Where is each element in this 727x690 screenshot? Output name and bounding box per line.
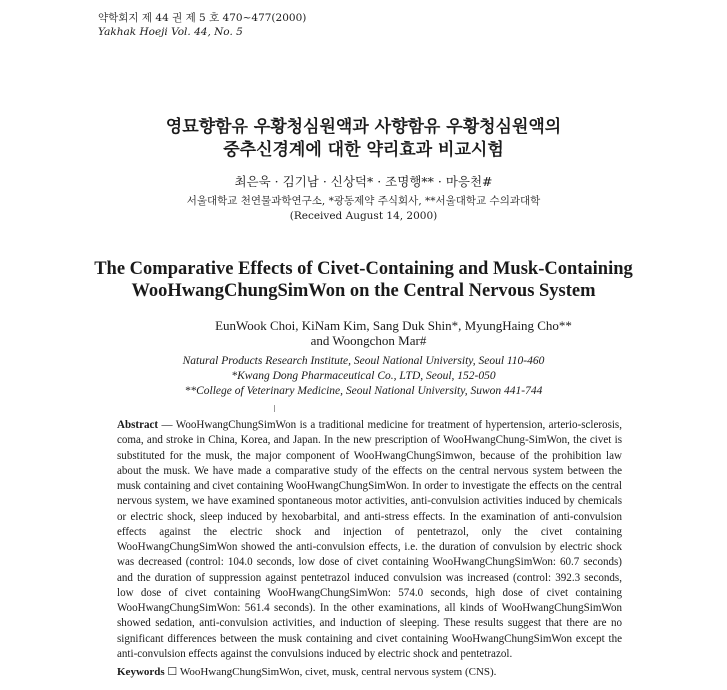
korean-authors: 최은욱 · 김기남 · 신상덕* · 조명행** · 마응천# xyxy=(234,174,493,189)
abstract-label: Abstract xyxy=(117,419,159,431)
korean-title-line-1: 영묘향함유 우황청심원액과 사향함유 우황청심원액의 xyxy=(165,117,562,137)
korean-title-line-2: 중추신경계에 대한 약리효과 비교시험 xyxy=(223,140,504,160)
korean-affiliations: 서울대학교 천연물과학연구소, *광동제약 주식회사, **서울대학교 수의과대학 xyxy=(186,195,541,207)
received-date: (Received August 14, 2000) xyxy=(289,210,438,222)
margin-tick-mark xyxy=(274,405,275,412)
english-title-line-2: WooHwangChungSimWon on the Central Nervous System xyxy=(131,281,596,301)
affiliation-seoul-national-university: Natural Products Research Institute, Seoul National University, Seoul 110-460 xyxy=(182,355,545,367)
journal-citation-korean: 약학회지 제 44 권 제 5 호 470~477(2000) xyxy=(98,12,307,24)
english-authors-line-1: EunWook Choi, KiNam Kim, Sang Duk Shin*, MyungHaing Cho** xyxy=(215,318,572,333)
keywords-text: ☐ WooHwangChungSimWon, civet, musk, central nervous system (CNS). xyxy=(167,666,497,678)
english-authors-line-2: and Woongchon Mar# xyxy=(310,333,427,348)
abstract-paragraph xyxy=(117,418,622,662)
keywords-label: Keywords xyxy=(117,666,165,678)
abstract-text: — WooHwangChungSimWon is a traditional medicine for treatment of hypertension, arterio-sclerosis, coma, and stroke in China, Korea, and Japan. In the new prescription of WooHwangChung-SimWon, the civet is substituted for the musk, the major component of WooHwangChungSimwon, because of the prohibition law about the musk. We have made a comparative study of the effects on the central nervous system between the musk containing and civet containing WooHwangChungSimWon. In order to investigate the effects on the central nervous system, we have examined spontaneous motor activities, anti-convulsion activities induced by chemicals or electric shock, sleep induced by hexobarbital, and anti-stress effects. In the examination of anti-convulsion effects against the electric shock and injection of pentetrazol, only the civet containing WooHwangChungSimWon showed the anti-convulsion effects, i.e. the duration of convulsion by electric shock was decreased (control: 104.0 seconds, low dose of civet containing WooHwangChungSimWon: 60.7 seconds) and the duration of suppression against pentetrazol induced convulsion was increased (control: 392.3 seconds, low dose of civet containing WooHwangChungSimWon: 574.0 seconds, high dose of civet containing WooHwangChungSimWon: 561.4 seconds). In the other examinations, all kinds of WooHwangChungSimWon showed sedation, anti-convulsion activities, and induction of sleeping. These results suggest that there are no significant differences between the musk containing and civet containing WooHwangChungSimWon except the anti-convulsion effects against the convulsions induced by electric shock and pentetrazol. xyxy=(117,419,622,660)
affiliation-kwang-dong-pharmaceutical: *Kwang Dong Pharmaceutical Co., LTD, Seoul, 152-050 xyxy=(231,370,496,382)
keywords-line xyxy=(117,665,637,679)
affiliation-college-veterinary-medicine: **College of Veterinary Medicine, Seoul National University, Suwon 441-744 xyxy=(184,385,543,397)
english-title-line-1: The Comparative Effects of Civet-Containing and Musk-Containing xyxy=(94,259,633,279)
journal-citation-english: Yakhak Hoeji Vol. 44, No. 5 xyxy=(98,26,243,38)
